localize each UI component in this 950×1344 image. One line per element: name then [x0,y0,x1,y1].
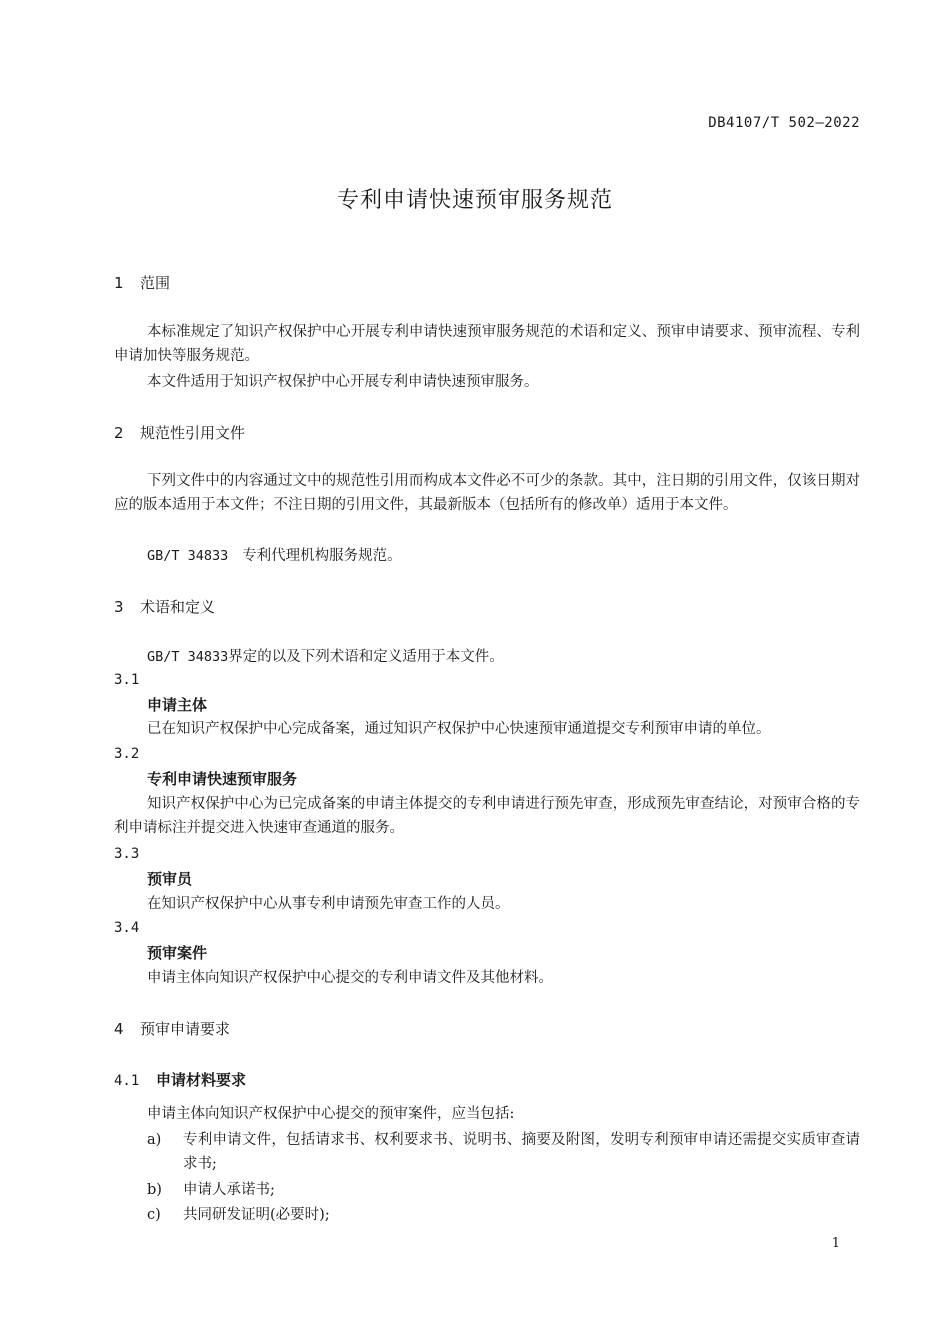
list-marker: c) [147,1207,161,1223]
document-code: DB4107/T 502—2022 [708,115,860,131]
section-1-heading [114,272,170,293]
normative-reference [147,544,860,568]
section-1-paragraph-1: 本标准规定了知识产权保护中心开展专利申请快速预审服务规范的术语和定义、预审申请要求、预审流程、专利申请加快等服务规范。 [114,324,860,364]
term-name: 预审案件 [147,944,208,962]
term-definition: 知识产权保护中心为已完成备案的申请主体提交的专利申请进行预先审查，形成预先审查结论，对预审合格的专利申请标注并提交进入快速审查通道的服务。 [114,796,860,836]
subsection-number: 4.1 [114,1073,140,1089]
list-text: 申请人承诺书; [183,1182,275,1198]
term-definition: 在知识产权保护中心从事专利申请预先审查工作的人员。 [147,896,510,912]
section-title: 预审申请要求 [140,1020,231,1038]
reference-code: GB/T 34833 [147,548,229,564]
subsection-4-1-heading [114,1069,246,1090]
section-4-heading [114,1018,230,1039]
term-name: 专利申请快速预审服务 [147,770,298,788]
list-text: 共同研发证明(必要时); [183,1207,330,1223]
section-title: 范围 [140,274,171,292]
terms-intro [147,645,860,669]
term-name: 申请主体 [147,696,208,714]
intro-code: GB/T 34833 [147,649,229,665]
list-item [147,1203,860,1227]
term-number: 3.4 [114,920,140,936]
section-title: 规范性引用文件 [140,424,246,442]
section-1-paragraph-2: 本文件适用于知识产权保护中心开展专利申请快速预审服务。 [147,374,539,390]
reference-name: 专利代理机构服务规范。 [242,548,402,564]
term-number: 3.2 [114,746,140,762]
term-definition: 已在知识产权保护中心完成备案，通过知识产权保护中心快速预审通道提交专利预审申请的单位。 [147,721,771,737]
page-number: 1 [831,1236,840,1251]
section-2-heading [114,422,245,443]
list-item [147,1128,860,1176]
term-number: 3.1 [114,672,140,688]
document-title: 专利申请快速预审服务规范 [336,188,613,213]
list-text: 专利申请文件，包括请求书、权利要求书、说明书、摘要及附图，发明专利预审申请还需提交实质审查请求书; [183,1132,860,1172]
section-2-paragraph-1: 下列文件中的内容通过文中的规范性引用而构成本文件必不可少的条款。其中，注日期的引用文件，仅该日期对应的版本适用于本文件；不注日期的引用文件，其最新版本（包括所有的修改单）适用于本文件。 [114,473,860,513]
section-title: 术语和定义 [140,598,216,616]
section-number: 4 [114,1020,124,1038]
section-number: 1 [114,274,124,292]
subsection-title: 申请材料要求 [156,1071,247,1089]
section-3-heading [114,596,215,617]
term-name: 预审员 [147,870,193,888]
intro-text: 界定的以及下列术语和定义适用于本文件。 [228,649,504,665]
materials-intro: 申请主体向知识产权保护中心提交的预审案件，应当包括: [147,1106,515,1122]
section-number: 3 [114,598,124,616]
list-marker: a) [147,1132,162,1148]
list-marker: b) [147,1182,162,1198]
list-item [147,1178,860,1202]
term-definition: 申请主体向知识产权保护中心提交的专利申请文件及其他材料。 [147,970,553,986]
term-number: 3.3 [114,846,140,862]
section-number: 2 [114,424,124,442]
